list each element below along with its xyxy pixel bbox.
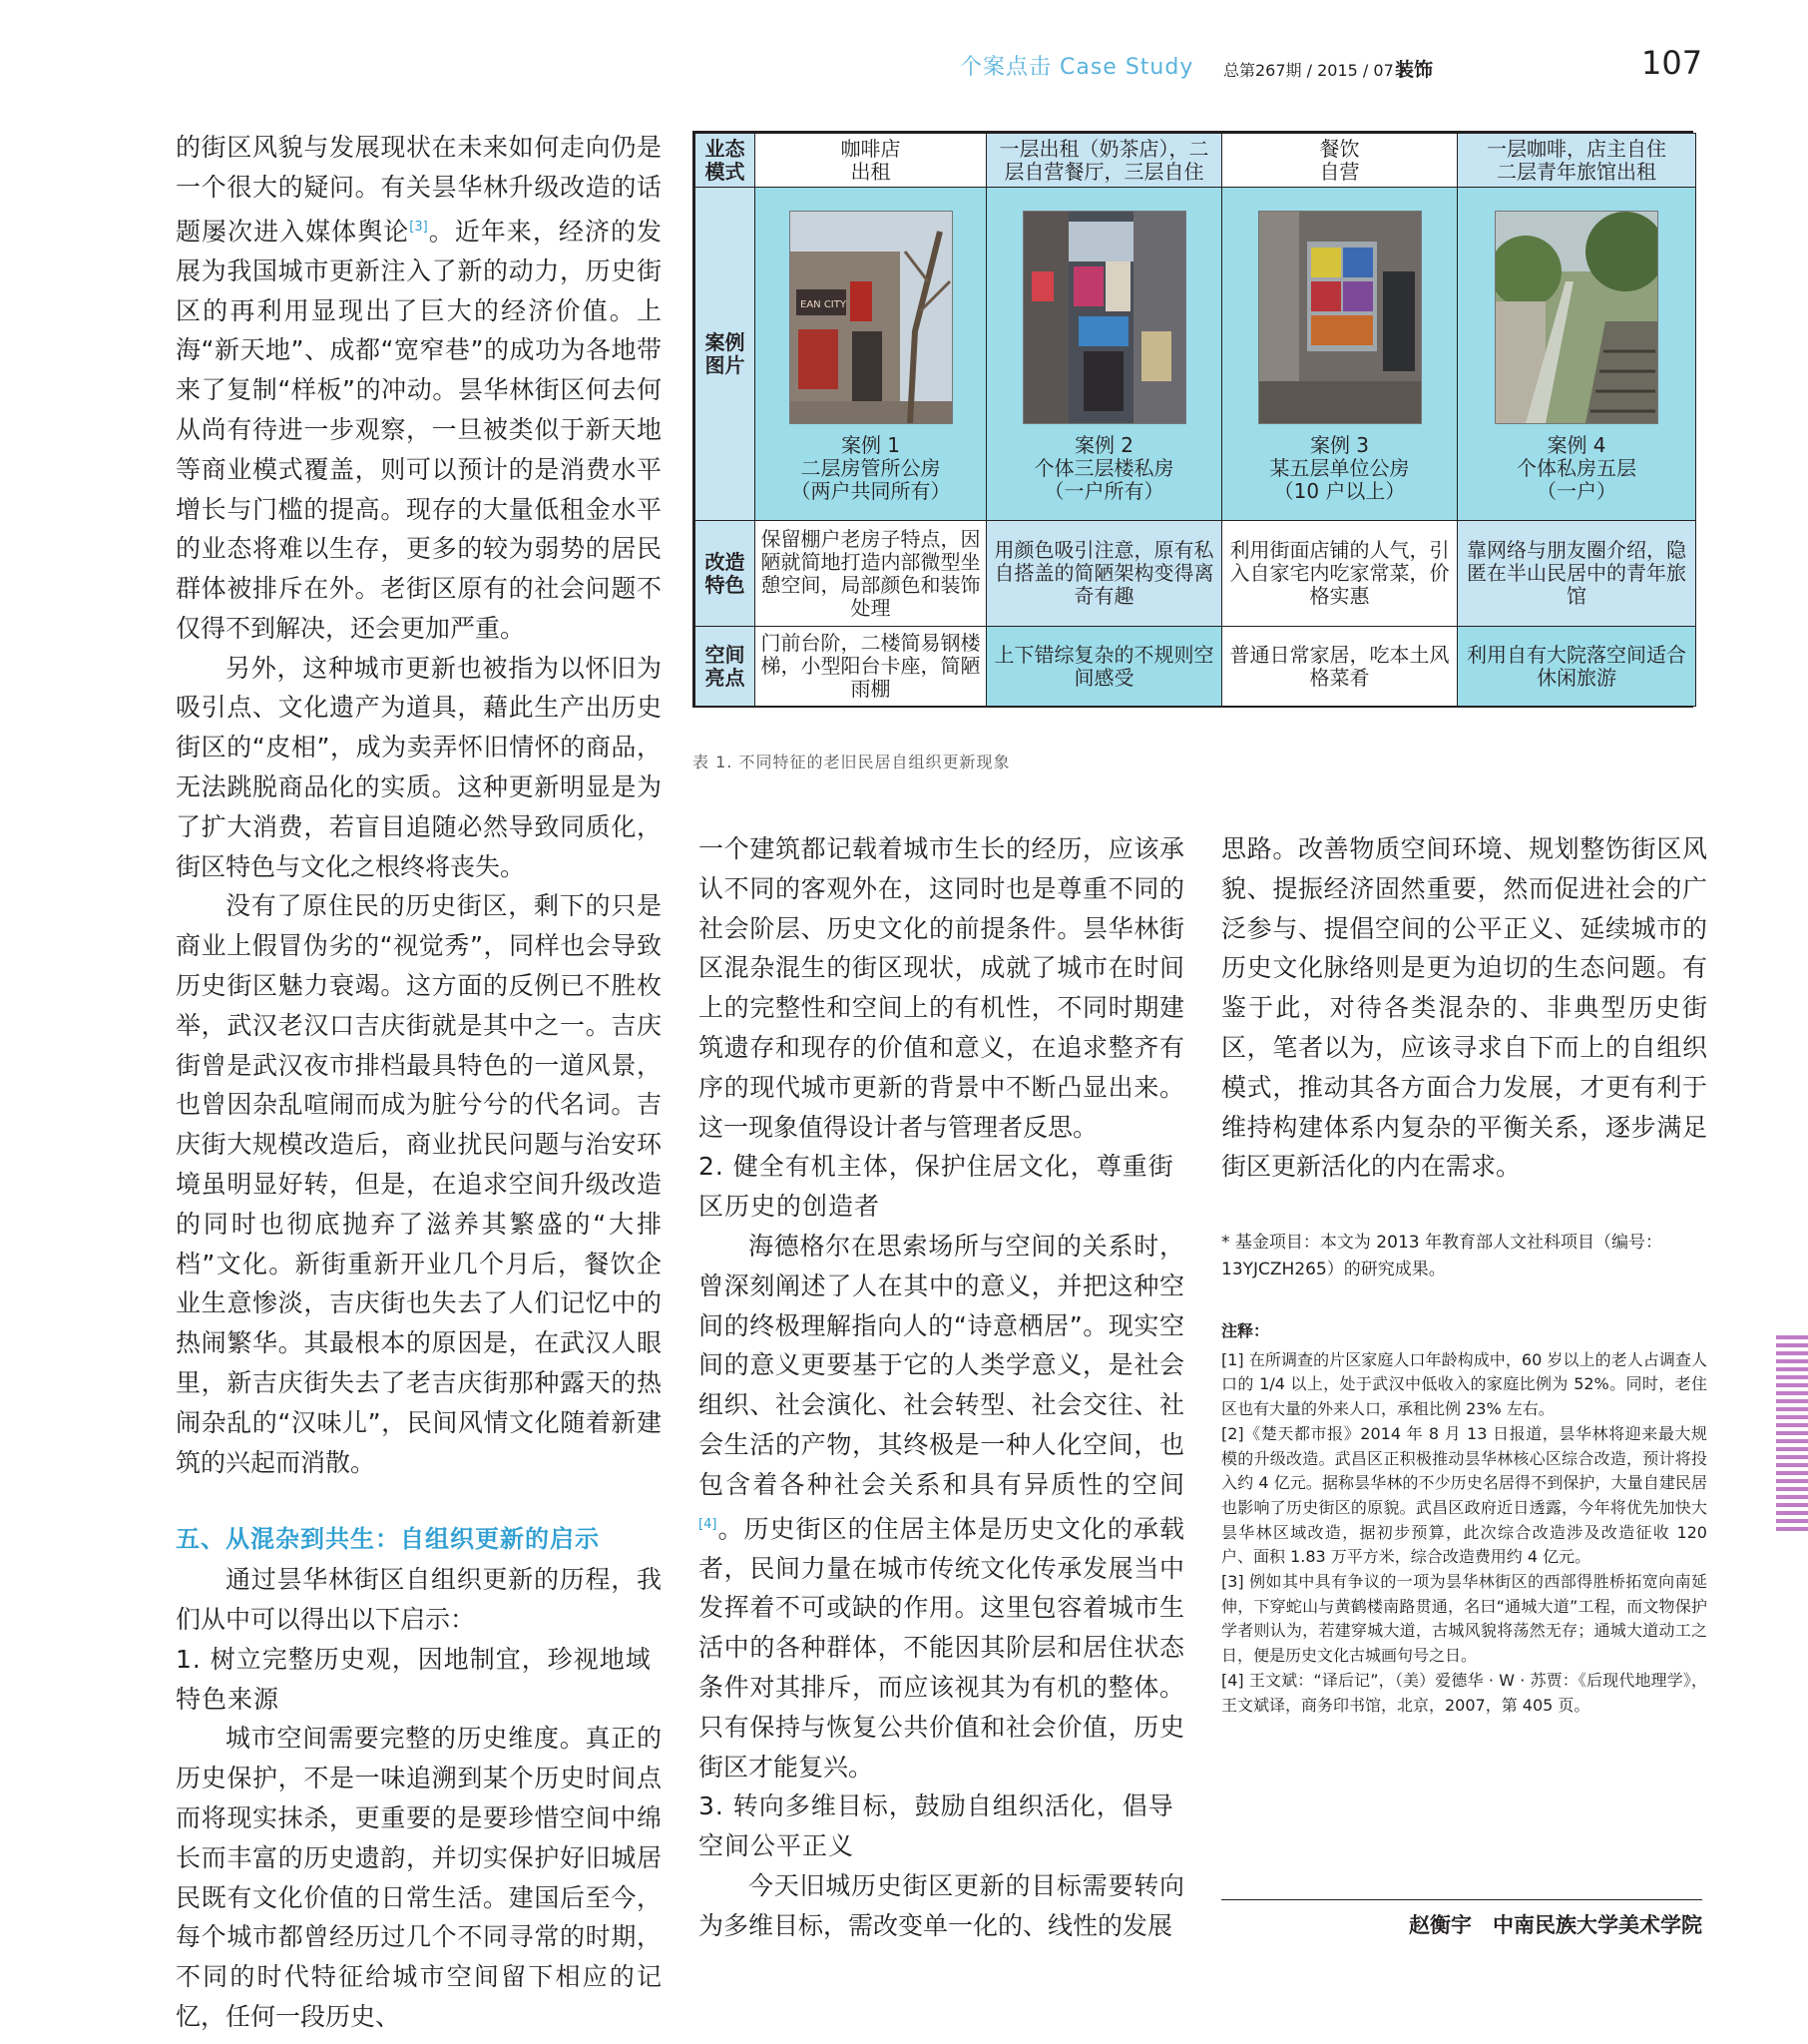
svg-text:EAN CITY: EAN CITY	[799, 299, 846, 310]
row-label-mode: 业态 模式	[695, 134, 755, 188]
case-2-mode: 一层出租（奶茶店），二层自营餐厅，三层自住	[987, 134, 1222, 188]
case-description: 某五层单位公房	[1269, 456, 1410, 480]
notes	[1221, 1319, 1707, 1718]
page-number: 107	[1641, 44, 1703, 82]
case-4-highlight: 利用自有大院落空间适合休闲旅游	[1458, 627, 1696, 707]
note-item: [2]《楚天都市报》2014 年 8 月 13 日报道，昙华林将迎来最大规模的升级改造。武昌区正积极推动昙华林核心区综合改造，预计将投入约 4 亿元。据称昙华林的不少历史名居得不到保护，大量自建民居也影响了历史街区的原貌。武昌区政府近日透露，今年将优先加快大昙华林区域改造，据初步预算，此次综合改造涉及改造征收 120 户、面积 1.83 万平方米，综合改造费用约 4 亿元。	[1221, 1423, 1707, 1567]
case-4-photo-cell	[1458, 188, 1696, 521]
case-1-feature: 保留棚户老房子特点，因陋就简地打造内部微型坐憩空间，局部颜色和装饰处理	[755, 521, 987, 627]
side-tab-marker	[1776, 1335, 1808, 1535]
case-description: 个体私房五层	[1517, 456, 1636, 480]
case-ownership: （一户）	[1537, 479, 1616, 503]
subheading: 2. 健全有机主体，保护住居文化，尊重街区历史的创造者	[698, 1152, 1174, 1222]
case-ownership: （10 户以上）	[1273, 479, 1406, 503]
case-2-highlight: 上下错综复杂的不规则空间感受	[987, 627, 1222, 707]
paragraph: 一个建筑都记载着城市生长的经历，应该承认不同的客观外在，这同时也是尊重不同的社会阶层、历史文化的前提条件。昙华林街区混杂混生的街区现状，成就了城市在时间上的完整性和空间上的有机性，不同时期建筑遗存和现存的价值和意义，在追求整齐有序的现代城市更新的背景中不断凸显出来。这一现象值得设计者与管理者反思。	[698, 834, 1184, 1142]
column-3	[1221, 829, 1707, 1187]
reference-mark: [4]	[698, 1516, 717, 1532]
note-item: [3] 例如其中具有争议的一项为昙华林街区的西部得胜桥拓宽向南延伸，下穿蛇山与黄鹤楼南路贯通，名曰“通城大道”工程，而文物保护学者则认为，若建穿城大道，古城风貌将荡然无存；通城大道动工之日，便是历史文化古城画句号之日。	[1221, 1572, 1707, 1666]
row-label-highlights: 空间 亮点	[695, 627, 755, 707]
paragraph	[698, 1227, 1184, 1787]
paragraph: 今天旧城历史街区更新的目标需要转向为多维目标，需改变单一化的、线性的发展	[698, 1871, 1184, 1940]
fund-note: * 基金项目：本文为 2013 年教育部人文社科项目（编号：13YJCZH265）的研究成果。	[1221, 1233, 1662, 1279]
reference-mark: [3]	[409, 219, 428, 235]
row-label-photos: 案例 图片	[695, 188, 755, 521]
case-3-highlight: 普通日常家居，吃本土风格菜肴	[1222, 627, 1458, 707]
case-ownership: （两户共同所有）	[790, 479, 951, 503]
case-title: 案例 1	[840, 433, 901, 457]
case-4-photo	[1495, 211, 1658, 424]
case-2-photo	[1023, 211, 1186, 424]
subheading: 3. 转向多维目标，鼓励自组织活化，倡导空间公平正义	[698, 1791, 1174, 1861]
author-line: 赵衡宇 中南民族大学美术学院	[1409, 1913, 1702, 1937]
paragraph: 另外，这种城市更新也被指为以怀旧为吸引点、文化遗产为道具，藉此生产出历史街区的“皮相”，成为卖弄怀旧情怀的商品，无法跳脱商品化的实质。这种更新明显是为了扩大消费，若盲目追随必然导致同质化，街区特色与文化之根终将丧失。	[176, 653, 662, 881]
case-table	[692, 131, 1693, 708]
case-2-photo-cell	[987, 188, 1222, 521]
paragraph	[176, 128, 662, 649]
case-1-mode: 咖啡店 出租	[755, 134, 987, 188]
author-divider	[1221, 1899, 1702, 1900]
case-4-mode: 一层咖啡，店主自住 二层青年旅馆出租	[1458, 134, 1696, 188]
column-2	[698, 829, 1184, 1946]
case-description: 个体三层楼私房	[1034, 456, 1174, 480]
running-header-section: 个案点击 Case Study	[960, 55, 1194, 80]
case-3-mode: 餐饮 自营	[1222, 134, 1458, 188]
case-1-highlight: 门前台阶，二楼简易钢楼梯，小型阳台卡座，简陋雨棚	[755, 627, 987, 707]
case-3-feature: 利用街面店铺的人气，引入自家宅内吃家常菜，价格实惠	[1222, 521, 1458, 627]
case-title: 案例 4	[1547, 433, 1606, 457]
case-description: 二层房管所公房	[800, 456, 941, 480]
note-item: [4] 王文斌：“译后记”，（美）爱德华 · W · 苏贾：《后现代地理学》，王文斌译，商务印书馆，北京，2007，第 405 页。	[1221, 1670, 1707, 1715]
paragraph: 通过昙华林街区自组织更新的历程，我们从中可以得出以下启示：	[176, 1565, 662, 1635]
running-header-issue: 总第267期 / 2015 / 07 /	[1223, 61, 1405, 80]
table-caption: 表 1. 不同特征的老旧民居自组织更新现象	[692, 753, 1011, 771]
magazine-logo: 装饰	[1395, 59, 1434, 81]
case-1-photo-cell	[755, 188, 987, 521]
paragraph: 城市空间需要完整的历史维度。真正的历史保护，不是一味追溯到某个历史时间点而将现实抹杀，更重要的是要珍惜空间中绵长而丰富的历史遗韵，并切实保护好旧城居民既有文化价值的日常生活。建国后至今，每个城市都曾经历过几个不同寻常的时期，不同的时代特征给城市空间留下相应的记忆，任何一段历史、	[176, 1724, 662, 2031]
text: 。近年来，经济的发展为我国城市更新注入了新的动力，历史街区的再利用显现出了巨大的经济价值。上海“新天地”、成都“宽窄巷”的成功为各地带来了复制“样板”的冲动。昙华林街区何去何从尚有待进一步观察，一旦被类似于新天地等商业模式覆盖，则可以预计的是消费水平增长与门槛的提高。现存的大量低租金水平的业态将难以生存，更多的较为弱势的居民群体被排斥在外。老街区原有的社会问题不仅得不到解决，还会更加严重。	[176, 216, 662, 643]
case-4-feature: 靠网络与朋友圈介绍，隐匿在半山民居中的青年旅馆	[1458, 521, 1696, 627]
case-3-photo-cell	[1222, 188, 1458, 521]
paragraph: 思路。改善物质空间环境、规划整饬街区风貌、提振经济固然重要，然而促进社会的广泛参与、提倡空间的公平正义、延续城市的历史文化脉络则是更为迫切的生态问题。有鉴于此，对待各类混杂的、非典型历史街区，笔者以为，应该寻求自下而上的自组织模式，推动其各方面合力发展，才更有利于维持构建体系内复杂的平衡关系，逐步满足街区更新活化的内在需求。	[1221, 834, 1707, 1182]
note-item: [1] 在所调查的片区家庭人口年龄构成中，60 岁以上的老人占调查人口的 1/4 以上，处于武汉中低收入的家庭比例为 52%。同时，老住区也有大量的外来人口，承租比例 23% 左右。	[1221, 1349, 1707, 1419]
case-title: 案例 2	[1074, 433, 1134, 457]
case-1-photo	[789, 211, 953, 424]
case-3-photo	[1258, 211, 1422, 424]
text: 海德格尔在思索场所与空间的关系时，曾深刻阐述了人在其中的意义，并把这种空间的终极理解指向人的“诗意栖居”。现实空间的意义更要基于它的人类学意义，是社会组织、社会演化、社会转型、社会交往、社会生活的产物，其终极是一种人化空间，也包含着各种社会关系和具有异质性的空间	[698, 1231, 1184, 1499]
section-heading: 五、从混杂到共生：自组织更新的启示	[176, 1525, 600, 1554]
paragraph: 没有了原住民的历史街区，剩下的只是商业上假冒伪劣的“视觉秀”，同样也会导致历史街区魅力衰竭。这方面的反例已不胜枚举，武汉老汉口吉庆街就是其中之一。吉庆街曾是武汉夜市排档最具特色的一道风景，也曾因杂乱喧闹而成为脏兮兮的代名词。吉庆街大规模改造后，商业扰民问题与治安环境虽明显好转，但是，在追求空间升级改造的同时也彻底抛弃了滋养其繁盛的“大排档”文化。新街重新开业几个月后，餐饮企业生意惨淡，吉庆街也失去了人们记忆中的热闹繁华。其最根本的原因是，在武汉人眼里，新吉庆街失去了老吉庆街那种露天的热闹杂乱的“汉味儿”，民间风情文化随着新建筑的兴起而消散。	[176, 891, 662, 1477]
case-title: 案例 3	[1309, 433, 1370, 457]
column-1	[176, 128, 662, 2037]
text: 。历史街区的住居主体是历史文化的承载者，民间力量在城市传统文化传承发展当中发挥着不可或缺的作用。这里包容着城市生活中的各种群体，不能因其阶层和居住状态条件对其排斥，而应该视其为有机的整体。只有保持与恢复公共价值和社会价值，历史街区才能复兴。	[698, 1513, 1184, 1782]
case-ownership: （一户所有）	[1044, 479, 1164, 503]
text: 的街区风貌与发展现状在未来如何走向仍是一个很大的疑问。有关昙华林升级改造的话题屡次进入媒体舆论	[176, 133, 662, 246]
case-2-feature: 用颜色吸引注意，原有私自搭盖的简陋架构变得离奇有趣	[987, 521, 1222, 627]
notes-heading: 注释：	[1221, 1321, 1270, 1340]
row-label-features: 改造 特色	[695, 521, 755, 627]
subheading: 1. 树立完整历史观，因地制宜，珍视地域特色来源	[176, 1644, 652, 1714]
